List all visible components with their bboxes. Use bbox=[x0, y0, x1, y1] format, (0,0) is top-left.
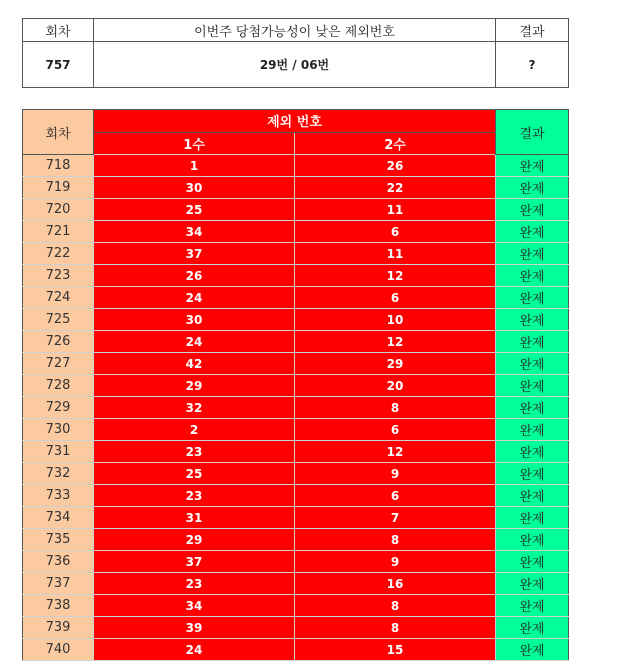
row-first-number: 30 bbox=[94, 309, 295, 331]
table-row bbox=[23, 595, 569, 617]
row-result: 완제 bbox=[496, 485, 569, 507]
row-second-number: 9 bbox=[295, 551, 496, 573]
row-round: 723 bbox=[23, 265, 94, 287]
row-first-number: 31 bbox=[94, 507, 295, 529]
summary-excluded-numbers: 29번 / 06번 bbox=[94, 42, 496, 88]
table-row bbox=[23, 287, 569, 309]
row-round: 721 bbox=[23, 221, 94, 243]
row-result: 완제 bbox=[496, 309, 569, 331]
history-body bbox=[23, 155, 569, 661]
history-header-excluded: 제외 번호 bbox=[94, 110, 496, 133]
history-table bbox=[22, 109, 569, 661]
table-row bbox=[23, 265, 569, 287]
row-result: 완제 bbox=[496, 419, 569, 441]
row-round: 733 bbox=[23, 485, 94, 507]
row-round: 725 bbox=[23, 309, 94, 331]
row-second-number: 10 bbox=[295, 309, 496, 331]
history-subheader-row bbox=[23, 132, 569, 155]
row-first-number: 34 bbox=[94, 595, 295, 617]
row-second-number: 15 bbox=[295, 639, 496, 661]
row-round: 722 bbox=[23, 243, 94, 265]
row-round: 728 bbox=[23, 375, 94, 397]
row-first-number: 24 bbox=[94, 287, 295, 309]
table-row bbox=[23, 639, 569, 661]
row-result: 완제 bbox=[496, 375, 569, 397]
table-row bbox=[23, 441, 569, 463]
row-round: 719 bbox=[23, 177, 94, 199]
summary-round: 757 bbox=[23, 42, 94, 88]
row-second-number: 6 bbox=[295, 221, 496, 243]
row-round: 718 bbox=[23, 155, 94, 177]
row-second-number: 7 bbox=[295, 507, 496, 529]
summary-header-round: 회차 bbox=[23, 19, 94, 42]
row-second-number: 9 bbox=[295, 463, 496, 485]
table-row bbox=[23, 617, 569, 639]
row-second-number: 8 bbox=[295, 529, 496, 551]
row-first-number: 1 bbox=[94, 155, 295, 177]
row-first-number: 37 bbox=[94, 243, 295, 265]
row-round: 720 bbox=[23, 199, 94, 221]
table-row bbox=[23, 177, 569, 199]
row-result: 완제 bbox=[496, 507, 569, 529]
row-first-number: 24 bbox=[94, 331, 295, 353]
row-first-number: 29 bbox=[94, 375, 295, 397]
history-header-row bbox=[23, 110, 569, 133]
row-round: 738 bbox=[23, 595, 94, 617]
table-row bbox=[23, 551, 569, 573]
row-result: 완제 bbox=[496, 221, 569, 243]
row-first-number: 26 bbox=[94, 265, 295, 287]
summary-header-excluded: 이번주 당첨가능성이 낮은 제외번호 bbox=[94, 19, 496, 42]
row-second-number: 8 bbox=[295, 595, 496, 617]
table-row bbox=[23, 331, 569, 353]
table-row bbox=[23, 353, 569, 375]
summary-value-row bbox=[23, 42, 569, 88]
row-first-number: 25 bbox=[94, 463, 295, 485]
table-row bbox=[23, 375, 569, 397]
row-result: 완제 bbox=[496, 265, 569, 287]
row-second-number: 26 bbox=[295, 155, 496, 177]
row-round: 726 bbox=[23, 331, 94, 353]
table-row bbox=[23, 507, 569, 529]
row-second-number: 22 bbox=[295, 177, 496, 199]
row-round: 724 bbox=[23, 287, 94, 309]
row-round: 736 bbox=[23, 551, 94, 573]
row-result: 완제 bbox=[496, 573, 569, 595]
row-round: 727 bbox=[23, 353, 94, 375]
row-result: 완제 bbox=[496, 551, 569, 573]
history-header-second: 2수 bbox=[295, 132, 496, 155]
row-first-number: 25 bbox=[94, 199, 295, 221]
row-second-number: 29 bbox=[295, 353, 496, 375]
summary-header-result: 결과 bbox=[496, 19, 569, 42]
table-row bbox=[23, 155, 569, 177]
row-first-number: 32 bbox=[94, 397, 295, 419]
row-second-number: 6 bbox=[295, 287, 496, 309]
row-first-number: 34 bbox=[94, 221, 295, 243]
table-row bbox=[23, 397, 569, 419]
row-round: 730 bbox=[23, 419, 94, 441]
summary-result: ? bbox=[496, 42, 569, 88]
row-first-number: 2 bbox=[94, 419, 295, 441]
history-header-round: 회차 bbox=[23, 110, 94, 155]
row-second-number: 20 bbox=[295, 375, 496, 397]
row-first-number: 23 bbox=[94, 485, 295, 507]
table-row bbox=[23, 485, 569, 507]
row-result: 완제 bbox=[496, 529, 569, 551]
row-first-number: 23 bbox=[94, 441, 295, 463]
table-row bbox=[23, 529, 569, 551]
row-round: 740 bbox=[23, 639, 94, 661]
row-result: 완제 bbox=[496, 243, 569, 265]
row-first-number: 42 bbox=[94, 353, 295, 375]
row-second-number: 12 bbox=[295, 441, 496, 463]
table-row bbox=[23, 221, 569, 243]
row-second-number: 6 bbox=[295, 485, 496, 507]
row-result: 완제 bbox=[496, 595, 569, 617]
table-row bbox=[23, 463, 569, 485]
table-row bbox=[23, 309, 569, 331]
row-round: 739 bbox=[23, 617, 94, 639]
row-first-number: 24 bbox=[94, 639, 295, 661]
table-row bbox=[23, 573, 569, 595]
summary-table bbox=[22, 18, 569, 88]
row-result: 완제 bbox=[496, 155, 569, 177]
row-second-number: 12 bbox=[295, 265, 496, 287]
row-second-number: 11 bbox=[295, 243, 496, 265]
row-first-number: 37 bbox=[94, 551, 295, 573]
row-result: 완제 bbox=[496, 441, 569, 463]
row-second-number: 11 bbox=[295, 199, 496, 221]
row-second-number: 8 bbox=[295, 397, 496, 419]
row-result: 완제 bbox=[496, 463, 569, 485]
row-result: 완제 bbox=[496, 617, 569, 639]
row-result: 완제 bbox=[496, 199, 569, 221]
table-row bbox=[23, 199, 569, 221]
row-round: 734 bbox=[23, 507, 94, 529]
row-round: 732 bbox=[23, 463, 94, 485]
row-second-number: 6 bbox=[295, 419, 496, 441]
row-result: 완제 bbox=[496, 287, 569, 309]
row-result: 완제 bbox=[496, 639, 569, 661]
row-result: 완제 bbox=[496, 331, 569, 353]
row-round: 729 bbox=[23, 397, 94, 419]
row-first-number: 29 bbox=[94, 529, 295, 551]
row-round: 737 bbox=[23, 573, 94, 595]
row-first-number: 39 bbox=[94, 617, 295, 639]
row-first-number: 23 bbox=[94, 573, 295, 595]
row-result: 완제 bbox=[496, 353, 569, 375]
history-header-result: 결과 bbox=[496, 110, 569, 155]
table-row bbox=[23, 419, 569, 441]
table-row bbox=[23, 243, 569, 265]
row-second-number: 12 bbox=[295, 331, 496, 353]
row-first-number: 30 bbox=[94, 177, 295, 199]
row-second-number: 8 bbox=[295, 617, 496, 639]
row-result: 완제 bbox=[496, 397, 569, 419]
history-header-first: 1수 bbox=[94, 132, 295, 155]
row-round: 731 bbox=[23, 441, 94, 463]
summary-header-row bbox=[23, 19, 569, 42]
row-round: 735 bbox=[23, 529, 94, 551]
row-result: 완제 bbox=[496, 177, 569, 199]
row-second-number: 16 bbox=[295, 573, 496, 595]
